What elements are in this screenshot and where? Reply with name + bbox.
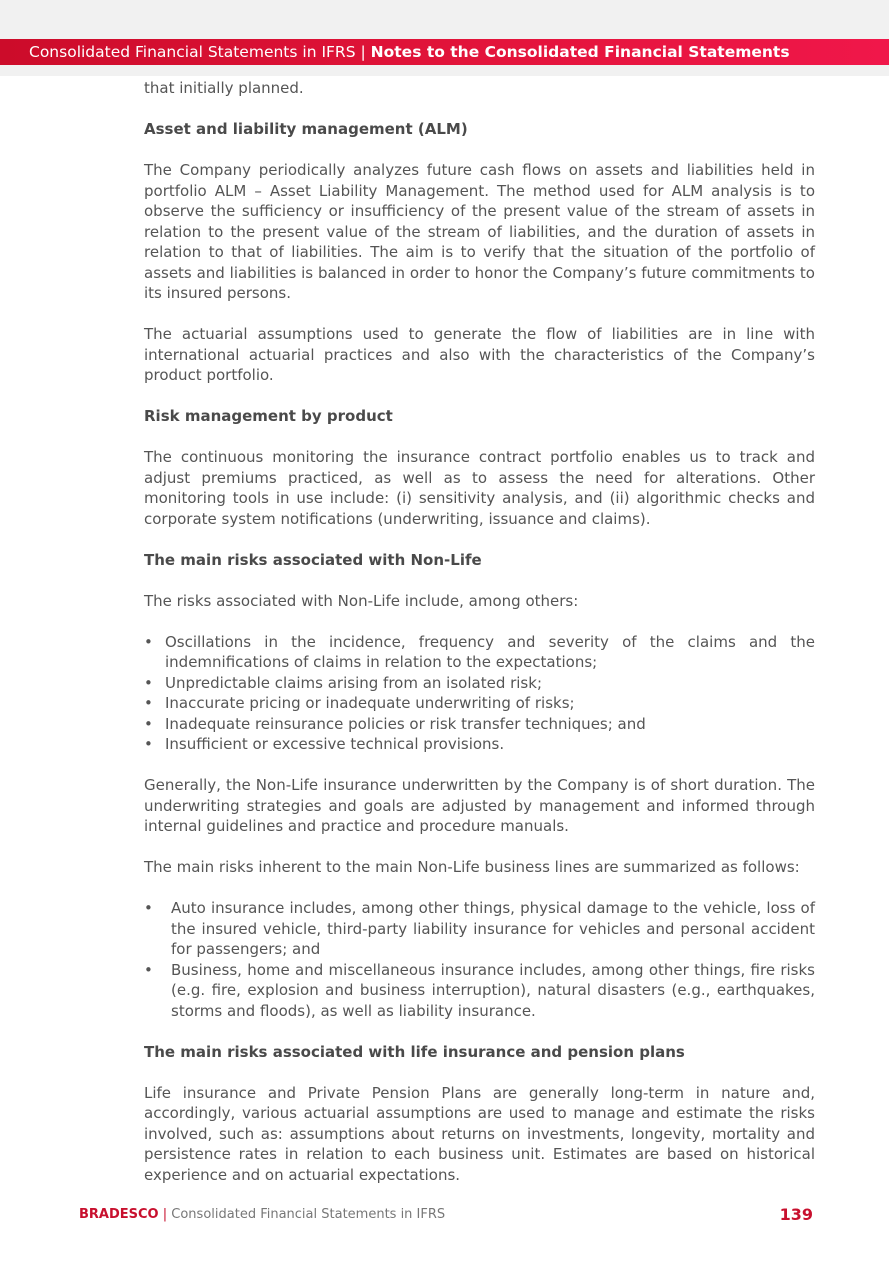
page-number: 139 <box>779 1205 813 1224</box>
non-life-risk-list <box>144 632 815 755</box>
header-doc-title: Consolidated Financial Statements in IFRS <box>29 43 356 61</box>
bullet-icon: • <box>144 960 153 979</box>
list-item-text: Insufficient or excessive technical provisions. <box>165 735 505 753</box>
footer-brand: BRADESCO <box>79 1207 159 1222</box>
life-paragraph: Life insurance and Private Pension Plans are generally long-term in nature and, accordingly, various actuarial assumptions are used to manage and estimate the risks involved, such as: assumptions about returns on investments, longevity, mortality and persistence rates in relation to each business unit. Estimates are based on historical experience and on actuarial expectations. <box>144 1083 815 1184</box>
bullet-icon: • <box>144 694 153 712</box>
header-separator: | <box>360 43 366 61</box>
list-item <box>144 693 815 714</box>
list-item <box>144 960 815 1022</box>
bullet-icon: • <box>144 673 153 692</box>
alm-heading: Asset and liability management (ALM) <box>144 120 468 138</box>
top-margin <box>0 0 889 39</box>
list-item-text: Business, home and miscellaneous insurance includes, among other things, fire risks (e.g. fire, explosion and business interruption), natural disasters (e.g., earthquakes, storms and floods), as well as liability insurance. <box>171 960 815 1020</box>
risk-product-heading: Risk management by product <box>144 407 393 425</box>
list-item-text: Inaccurate pricing or inadequate underwriting of risks; <box>165 694 575 712</box>
bullet-icon: • <box>144 714 153 733</box>
page-footer <box>79 1204 813 1226</box>
non-life-intro: The risks associated with Non-Life include, among others: <box>144 591 579 610</box>
non-life-summary: The main risks inherent to the main Non-Life business lines are summarized as follows: <box>144 858 800 876</box>
list-item <box>144 714 815 735</box>
business-lines-list <box>144 898 815 1021</box>
header-shadow <box>0 65 889 76</box>
life-heading: The main risks associated with life insurance and pension plans <box>144 1042 685 1061</box>
header-section-title: Notes to the Consolidated Financial Statements <box>370 43 790 61</box>
list-item <box>144 734 815 755</box>
bullet-icon: • <box>144 735 153 753</box>
list-item <box>144 673 815 694</box>
list-item-text: Inadequate reinsurance policies or risk transfer techniques; and <box>165 714 646 733</box>
footer-separator: | <box>162 1207 168 1222</box>
page-header <box>0 39 889 65</box>
alm-paragraph-2: The actuarial assumptions used to generate the flow of liabilities are in line with international actuarial practices and also with the characteristics of the Company’s product portfolio. <box>144 325 815 384</box>
risk-product-paragraph: The continuous monitoring the insurance contract portfolio enables us to track and adjust premiums practiced, as well as to assess the need for alterations. Other monitoring tools in use include: (i) sensitivity analysis, and (ii) algorithmic checks and corporate system notifications (underwriting, issuance and claims). <box>144 448 815 528</box>
alm-paragraph-1: The Company periodically analyzes future cash flows on assets and liabilities held in portfolio ALM – Asset Liability Management. The method used for ALM analysis is to observe the sufficiency or insufficiency of the present value of the stream of assets in relation to the present value of the stream of liabilities, and the duration of assets in relation to that of liabilities. The aim is to verify that the situation of the portfolio of assets and liabilities is balanced in order to honor the Company’s future commitments to its insured persons. <box>144 161 815 302</box>
bullet-icon: • <box>144 632 153 651</box>
list-item-text: Unpredictable claims arising from an isolated risk; <box>165 673 542 692</box>
intro-fragment: that initially planned. <box>144 79 304 97</box>
page-body <box>144 78 815 1206</box>
non-life-generally: Generally, the Non-Life insurance underwritten by the Company is of short duration. The underwriting strategies and goals are adjusted by management and informed through internal guidelines and practice and procedure manuals. <box>144 776 815 835</box>
footer-doc-title: Consolidated Financial Statements in IFRS <box>171 1207 446 1222</box>
list-item-text: Oscillations in the incidence, frequency and severity of the claims and the indemnifications of claims in relation to the expectations; <box>165 632 815 671</box>
list-item <box>144 898 815 960</box>
non-life-heading: The main risks associated with Non-Life <box>144 550 482 569</box>
list-item-text: Auto insurance includes, among other things, physical damage to the vehicle, loss of the insured vehicle, third-party liability insurance for vehicles and personal accident for passengers; and <box>171 899 815 958</box>
list-item <box>144 632 815 673</box>
bullet-icon: • <box>144 899 153 917</box>
